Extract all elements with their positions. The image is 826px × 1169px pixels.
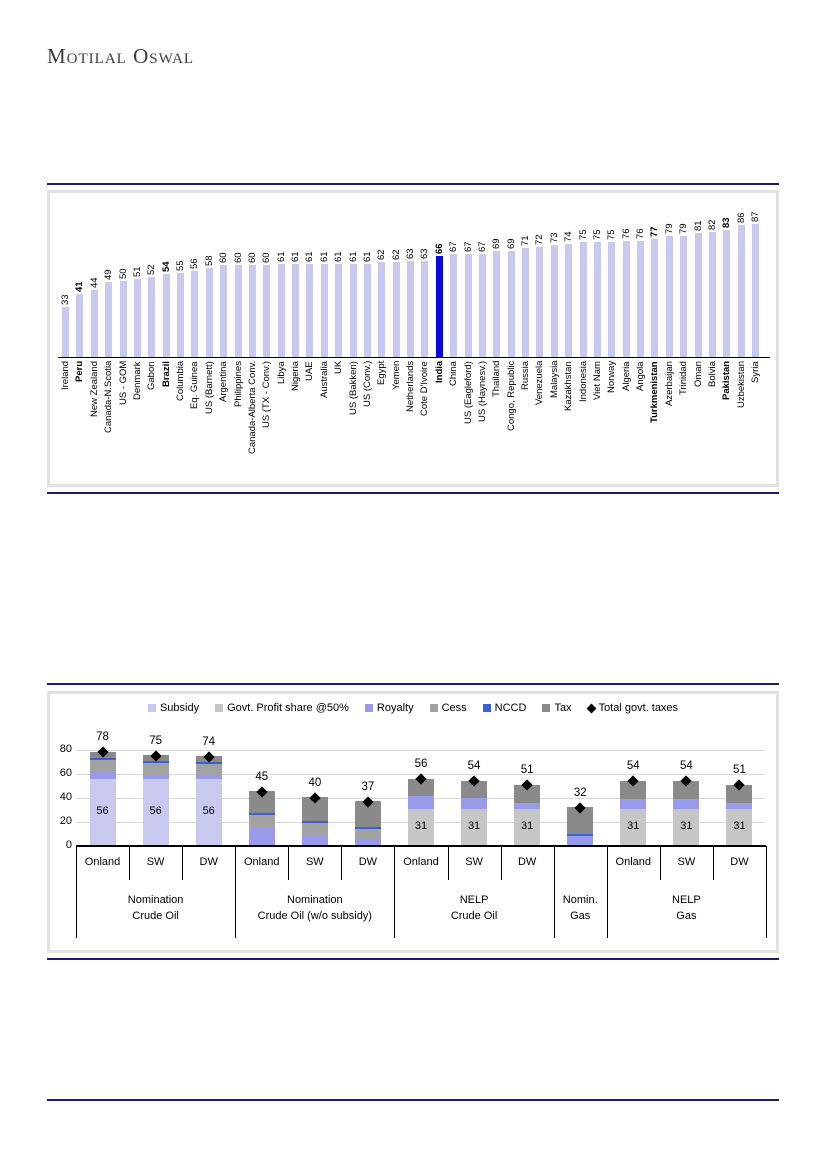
- group-label-line: NELP: [459, 894, 489, 906]
- country-axis-label: Algeria: [620, 361, 632, 391]
- country-value-label: 33: [60, 293, 71, 305]
- category-label: DW: [517, 856, 537, 868]
- stacked-segment-nccd: [302, 821, 328, 823]
- country-axis-label: New Zealand: [88, 361, 100, 417]
- country-value-label: 61: [333, 251, 345, 262]
- country-value-label: 55: [175, 260, 186, 271]
- country-bar: [508, 251, 515, 357]
- country-axis-label: Cote D'Ivoire: [419, 361, 431, 416]
- segment-value-label: 56: [96, 805, 109, 818]
- country-value-label: 60: [246, 252, 258, 264]
- country-value-label: 79: [663, 223, 675, 235]
- country-value-label: 61: [290, 251, 301, 262]
- country-bar: [292, 264, 299, 357]
- country-axis-label: Congo, Republic: [505, 361, 517, 432]
- legend-swatch-icon: [430, 704, 438, 712]
- country-axis-label: Pakistan: [721, 361, 733, 401]
- country-value-label: 58: [203, 255, 215, 267]
- country-axis-label: Indonesia: [577, 361, 589, 403]
- country-bar: [350, 264, 357, 357]
- country-bar: [120, 281, 127, 358]
- country-axis-label: Thailand: [491, 361, 503, 398]
- stacked-segment-cess: [143, 763, 169, 775]
- country-axis-label: Turkmenistan: [649, 361, 661, 423]
- group-separator: [766, 846, 767, 938]
- country-axis-label: Denmark: [131, 361, 143, 400]
- stacked-segment-royalty: [673, 799, 699, 809]
- stacked-segment-royalty: [249, 827, 275, 846]
- chart-legend: [50, 702, 776, 714]
- country-bar: [608, 242, 615, 357]
- country-axis-label: Gabon: [146, 361, 158, 390]
- country-axis-label: US (Eagleford): [462, 361, 474, 424]
- country-axis-label: Philippines: [232, 361, 244, 407]
- country-value-label: 76: [635, 228, 646, 239]
- country-axis-label: Eq. Guinea: [189, 361, 201, 409]
- stacked-segment-cess: [355, 829, 381, 840]
- country-value-label: 62: [390, 249, 402, 261]
- stacked-segment-royalty: [514, 803, 540, 809]
- legend-swatch-icon: [542, 704, 550, 712]
- country-bar: [695, 233, 702, 357]
- legend-label: NCCD: [494, 702, 527, 714]
- legend-item: [588, 702, 679, 714]
- segment-value-label: 56: [149, 805, 162, 818]
- country-value-label: 44: [88, 277, 100, 288]
- legend-item: [365, 702, 414, 714]
- country-axis-label: Brazil: [160, 361, 172, 387]
- country-axis-label: UAE: [304, 361, 316, 381]
- diamond-marker-icon: [586, 703, 596, 713]
- country-axis-label: China: [448, 361, 460, 386]
- country-value-label: 71: [520, 235, 531, 247]
- legend-item: [148, 702, 199, 714]
- group-label: [554, 892, 607, 924]
- group-label: [607, 892, 766, 924]
- country-value-label: 67: [476, 241, 488, 253]
- country-bar: [479, 254, 486, 357]
- legend-item: [215, 702, 349, 714]
- country-bar: [105, 282, 112, 357]
- category-label: Onland: [403, 856, 439, 868]
- legend-label: Tax: [554, 702, 572, 714]
- category-label: Onland: [244, 856, 280, 868]
- country-bar: [551, 245, 558, 357]
- country-bar: [465, 254, 472, 357]
- country-bar: [220, 265, 227, 357]
- legend-swatch-icon: [483, 704, 491, 712]
- stacked-segment-royalty: [620, 799, 646, 809]
- total-value-label: 74: [202, 736, 216, 749]
- country-value-label: 62: [376, 249, 388, 261]
- country-bar: [623, 241, 630, 357]
- legend-swatch-icon: [365, 704, 373, 712]
- segment-value-label: 31: [521, 820, 534, 833]
- country-bar: [565, 244, 572, 357]
- group-label-line: Crude Oil: [132, 910, 179, 922]
- country-value-label: 61: [347, 251, 359, 262]
- segment-value-label: 31: [627, 820, 640, 833]
- country-bar: [206, 268, 213, 357]
- category-label: Onland: [615, 856, 652, 868]
- country-bar: [249, 265, 256, 357]
- country-bar: [278, 264, 285, 357]
- group-label-line: Nomination: [127, 894, 184, 906]
- country-axis-label: Russia: [520, 361, 531, 391]
- country-axis-label: Columbia: [175, 361, 186, 402]
- country-axis-label: Ireland: [60, 361, 71, 391]
- x-axis-line: [76, 845, 766, 847]
- country-bar: [378, 262, 385, 357]
- country-axis-label: US (Bakken): [347, 361, 359, 415]
- y-tick-label: 40: [59, 791, 72, 803]
- country-bar: [263, 265, 270, 357]
- country-bar: [134, 279, 141, 357]
- country-value-label: 49: [103, 269, 115, 281]
- country-value-label: 41: [74, 281, 86, 293]
- stacked-segment-cess: [302, 823, 328, 835]
- country-bar: [235, 265, 242, 357]
- country-axis-label: Libya: [275, 361, 287, 384]
- country-bar: [177, 273, 184, 357]
- country-axis-label: Kazakhstan: [563, 361, 575, 411]
- country-bar: [421, 261, 428, 357]
- total-value-label: 54: [467, 760, 481, 773]
- country-value-label: 76: [620, 228, 632, 239]
- country-axis-label: Viet Nam: [591, 361, 603, 400]
- country-value-label: 60: [261, 252, 273, 264]
- country-bar-highlight: [436, 256, 443, 357]
- category-label: Onland: [84, 856, 121, 868]
- country-bar: [637, 241, 644, 357]
- country-value-label: 63: [405, 248, 416, 259]
- country-value-label: 50: [117, 267, 129, 279]
- country-bar: [752, 224, 759, 357]
- country-value-label: 82: [706, 218, 718, 230]
- country-axis-label: US (Barnett): [203, 361, 215, 414]
- legend-label: Govt. Profit share @50%: [227, 702, 349, 714]
- country-value-label: 69: [491, 238, 503, 250]
- country-bar: [522, 248, 529, 357]
- india-tax-breakup-chart: [50, 694, 776, 950]
- country-axis-label: Norway: [606, 361, 618, 394]
- country-bar: [738, 225, 745, 357]
- total-value-label: 56: [414, 757, 428, 770]
- divider-rule: [47, 492, 779, 494]
- country-bar: [163, 274, 170, 357]
- country-value-label: 61: [318, 251, 330, 262]
- group-label-line: Crude Oil (w/o subsidy): [257, 910, 372, 922]
- country-axis-label: Azerbaijan: [663, 361, 675, 406]
- country-value-label: 51: [131, 266, 143, 277]
- total-value-label: 32: [573, 786, 587, 799]
- country-bar: [148, 277, 155, 357]
- country-tax-chart: [50, 193, 776, 484]
- country-axis-label: Peru: [74, 361, 86, 383]
- country-bar: [651, 239, 658, 357]
- group-label: [76, 892, 235, 924]
- country-value-label: 69: [505, 238, 517, 250]
- legend-label: Subsidy: [159, 702, 200, 714]
- country-bar: [306, 264, 313, 357]
- y-tick-label: 20: [59, 815, 72, 827]
- country-value-label: 61: [304, 251, 316, 262]
- legend-swatch-icon: [148, 704, 156, 712]
- segment-value-label: 31: [680, 820, 693, 833]
- y-tick-label: 80: [59, 743, 72, 755]
- country-bar: [191, 271, 198, 357]
- country-axis-label: Netherlands: [405, 361, 416, 413]
- total-value-label: 51: [733, 763, 746, 776]
- country-axis-label: Canada-Alberta Conv.: [246, 361, 258, 455]
- segment-value-label: 31: [414, 820, 428, 833]
- category-label: DW: [358, 856, 378, 868]
- country-tax-chart-box: [47, 190, 779, 487]
- stacked-segment-nccd: [355, 827, 381, 829]
- country-axis-label: Yemen: [390, 361, 402, 391]
- country-axis-label: Angola: [635, 361, 646, 391]
- legend-label: Cess: [441, 702, 467, 714]
- category-label: SW: [465, 856, 483, 868]
- total-value-label: 40: [308, 777, 322, 789]
- brand-logotype: Motilal Oswal: [47, 44, 195, 68]
- total-value-label: 78: [96, 731, 109, 744]
- country-axis-label: US (Conv.): [361, 361, 373, 408]
- stacked-segment-nccd: [249, 813, 275, 815]
- group-label: [394, 892, 553, 924]
- legend-label: Royalty: [376, 702, 414, 714]
- legend-label: Total govt. taxes: [598, 702, 679, 714]
- total-value-label: 54: [626, 760, 640, 773]
- country-bar: [62, 307, 69, 357]
- country-value-label: 56: [189, 258, 201, 270]
- stacked-segment-nccd: [567, 834, 593, 836]
- segment-value-label: 31: [467, 820, 481, 833]
- divider-rule: [47, 958, 779, 960]
- legend-item: [483, 702, 527, 714]
- stacked-segment-royalty: [408, 796, 434, 809]
- country-axis-label: Syria: [750, 361, 761, 383]
- country-value-label: 67: [462, 241, 474, 253]
- total-value-label: 54: [679, 760, 693, 773]
- country-value-label: 73: [548, 232, 560, 244]
- stacked-segment-royalty: [196, 775, 222, 779]
- stacked-segment-royalty: [143, 775, 169, 779]
- stacked-segment-cess: [249, 815, 275, 827]
- country-value-label: 79: [678, 223, 690, 235]
- legend-item: [430, 702, 467, 714]
- group-label-line: Gas: [570, 910, 591, 922]
- stacked-segment-royalty: [90, 772, 116, 779]
- country-axis-label: Trinidad: [678, 361, 690, 395]
- country-bar: [594, 242, 601, 357]
- group-label-line: Gas: [676, 910, 697, 922]
- country-value-label: 81: [692, 220, 704, 232]
- group-label-line: Nomin.: [562, 894, 598, 906]
- stacked-segment-royalty: [461, 798, 487, 809]
- country-axis-label: Egypt: [376, 361, 388, 386]
- country-axis-label: Canada-N.Scotia: [103, 361, 115, 434]
- india-tax-breakup-chart-box: [47, 691, 779, 953]
- country-axis-label: US - GOM: [117, 361, 129, 406]
- total-value-label: 45: [255, 771, 269, 783]
- country-bar: [407, 261, 414, 357]
- country-axis-label: Venezuela: [534, 361, 546, 406]
- country-value-label: 87: [750, 211, 761, 222]
- total-value-label: 51: [520, 763, 534, 776]
- country-bar: [493, 251, 500, 357]
- divider-rule: [47, 683, 779, 685]
- group-label-line: Nomination: [287, 894, 343, 906]
- divider-rule: [47, 1099, 779, 1101]
- country-axis-label: Argentina: [218, 361, 230, 402]
- country-value-label: 75: [591, 229, 603, 241]
- country-axis-label: US (TX - Conv.): [261, 361, 273, 428]
- stacked-segment-cess: [196, 764, 222, 775]
- country-axis-label: Bolvia: [706, 361, 718, 387]
- country-bar: [321, 264, 328, 357]
- country-axis-label: Oman: [692, 361, 704, 387]
- country-bar: [580, 242, 587, 357]
- total-value-label: 75: [149, 735, 162, 747]
- legend-swatch-icon: [215, 704, 223, 712]
- country-value-label: 86: [735, 212, 747, 224]
- segment-value-label: 31: [733, 820, 746, 833]
- y-tick-label: 60: [59, 767, 72, 779]
- country-bar: [393, 262, 400, 357]
- country-value-label: 75: [606, 229, 618, 241]
- legend-item: [542, 702, 571, 714]
- group-label: [235, 892, 394, 924]
- country-axis-label: India: [433, 361, 445, 384]
- country-value-label: 67: [448, 241, 460, 253]
- category-label: SW: [146, 856, 165, 868]
- country-value-label: 60: [218, 252, 230, 264]
- country-value-label: 61: [275, 251, 287, 262]
- country-bar: [723, 230, 730, 357]
- group-label-line: Crude Oil: [450, 910, 498, 922]
- country-axis-label: Nigeria: [290, 361, 301, 392]
- category-label: DW: [730, 856, 749, 868]
- country-bar: [536, 247, 543, 357]
- country-bar: [680, 236, 687, 357]
- country-bar: [709, 232, 716, 357]
- country-value-label: 75: [577, 229, 589, 241]
- category-label: DW: [199, 856, 218, 868]
- country-value-label: 54: [160, 261, 172, 273]
- country-value-label: 60: [232, 252, 244, 264]
- country-value-label: 74: [563, 231, 575, 242]
- country-bar: [450, 254, 457, 357]
- category-label: SW: [305, 856, 324, 868]
- country-value-label: 72: [534, 234, 546, 245]
- divider-rule: [47, 183, 779, 185]
- stacked-segment-cess: [90, 760, 116, 772]
- country-axis-label: Australia: [318, 361, 330, 398]
- country-bar: [364, 264, 371, 357]
- country-value-label: 66: [433, 243, 445, 255]
- total-value-label: 37: [361, 780, 375, 793]
- y-tick-label: 0: [65, 839, 72, 851]
- category-label: SW: [677, 856, 696, 868]
- country-value-label: 83: [721, 217, 733, 229]
- gridline: [76, 750, 766, 751]
- country-bar: [76, 294, 83, 357]
- country-bar: [666, 236, 673, 357]
- country-value-label: 77: [649, 226, 661, 238]
- country-axis-label: Uzbekistan: [735, 361, 747, 408]
- group-label-line: NELP: [672, 894, 701, 906]
- country-axis-label: US (Haynesv.): [476, 361, 488, 423]
- stacked-segment-royalty: [726, 803, 752, 809]
- country-value-label: 63: [419, 248, 431, 259]
- country-axis-label: Malaysia: [548, 361, 560, 399]
- country-bar: [335, 264, 342, 357]
- country-axis-label: UK: [333, 361, 345, 375]
- country-value-label: 52: [146, 264, 158, 276]
- segment-value-label: 56: [202, 805, 215, 818]
- x-axis-line: [58, 357, 770, 358]
- country-bar: [91, 290, 98, 357]
- country-value-label: 61: [361, 251, 373, 262]
